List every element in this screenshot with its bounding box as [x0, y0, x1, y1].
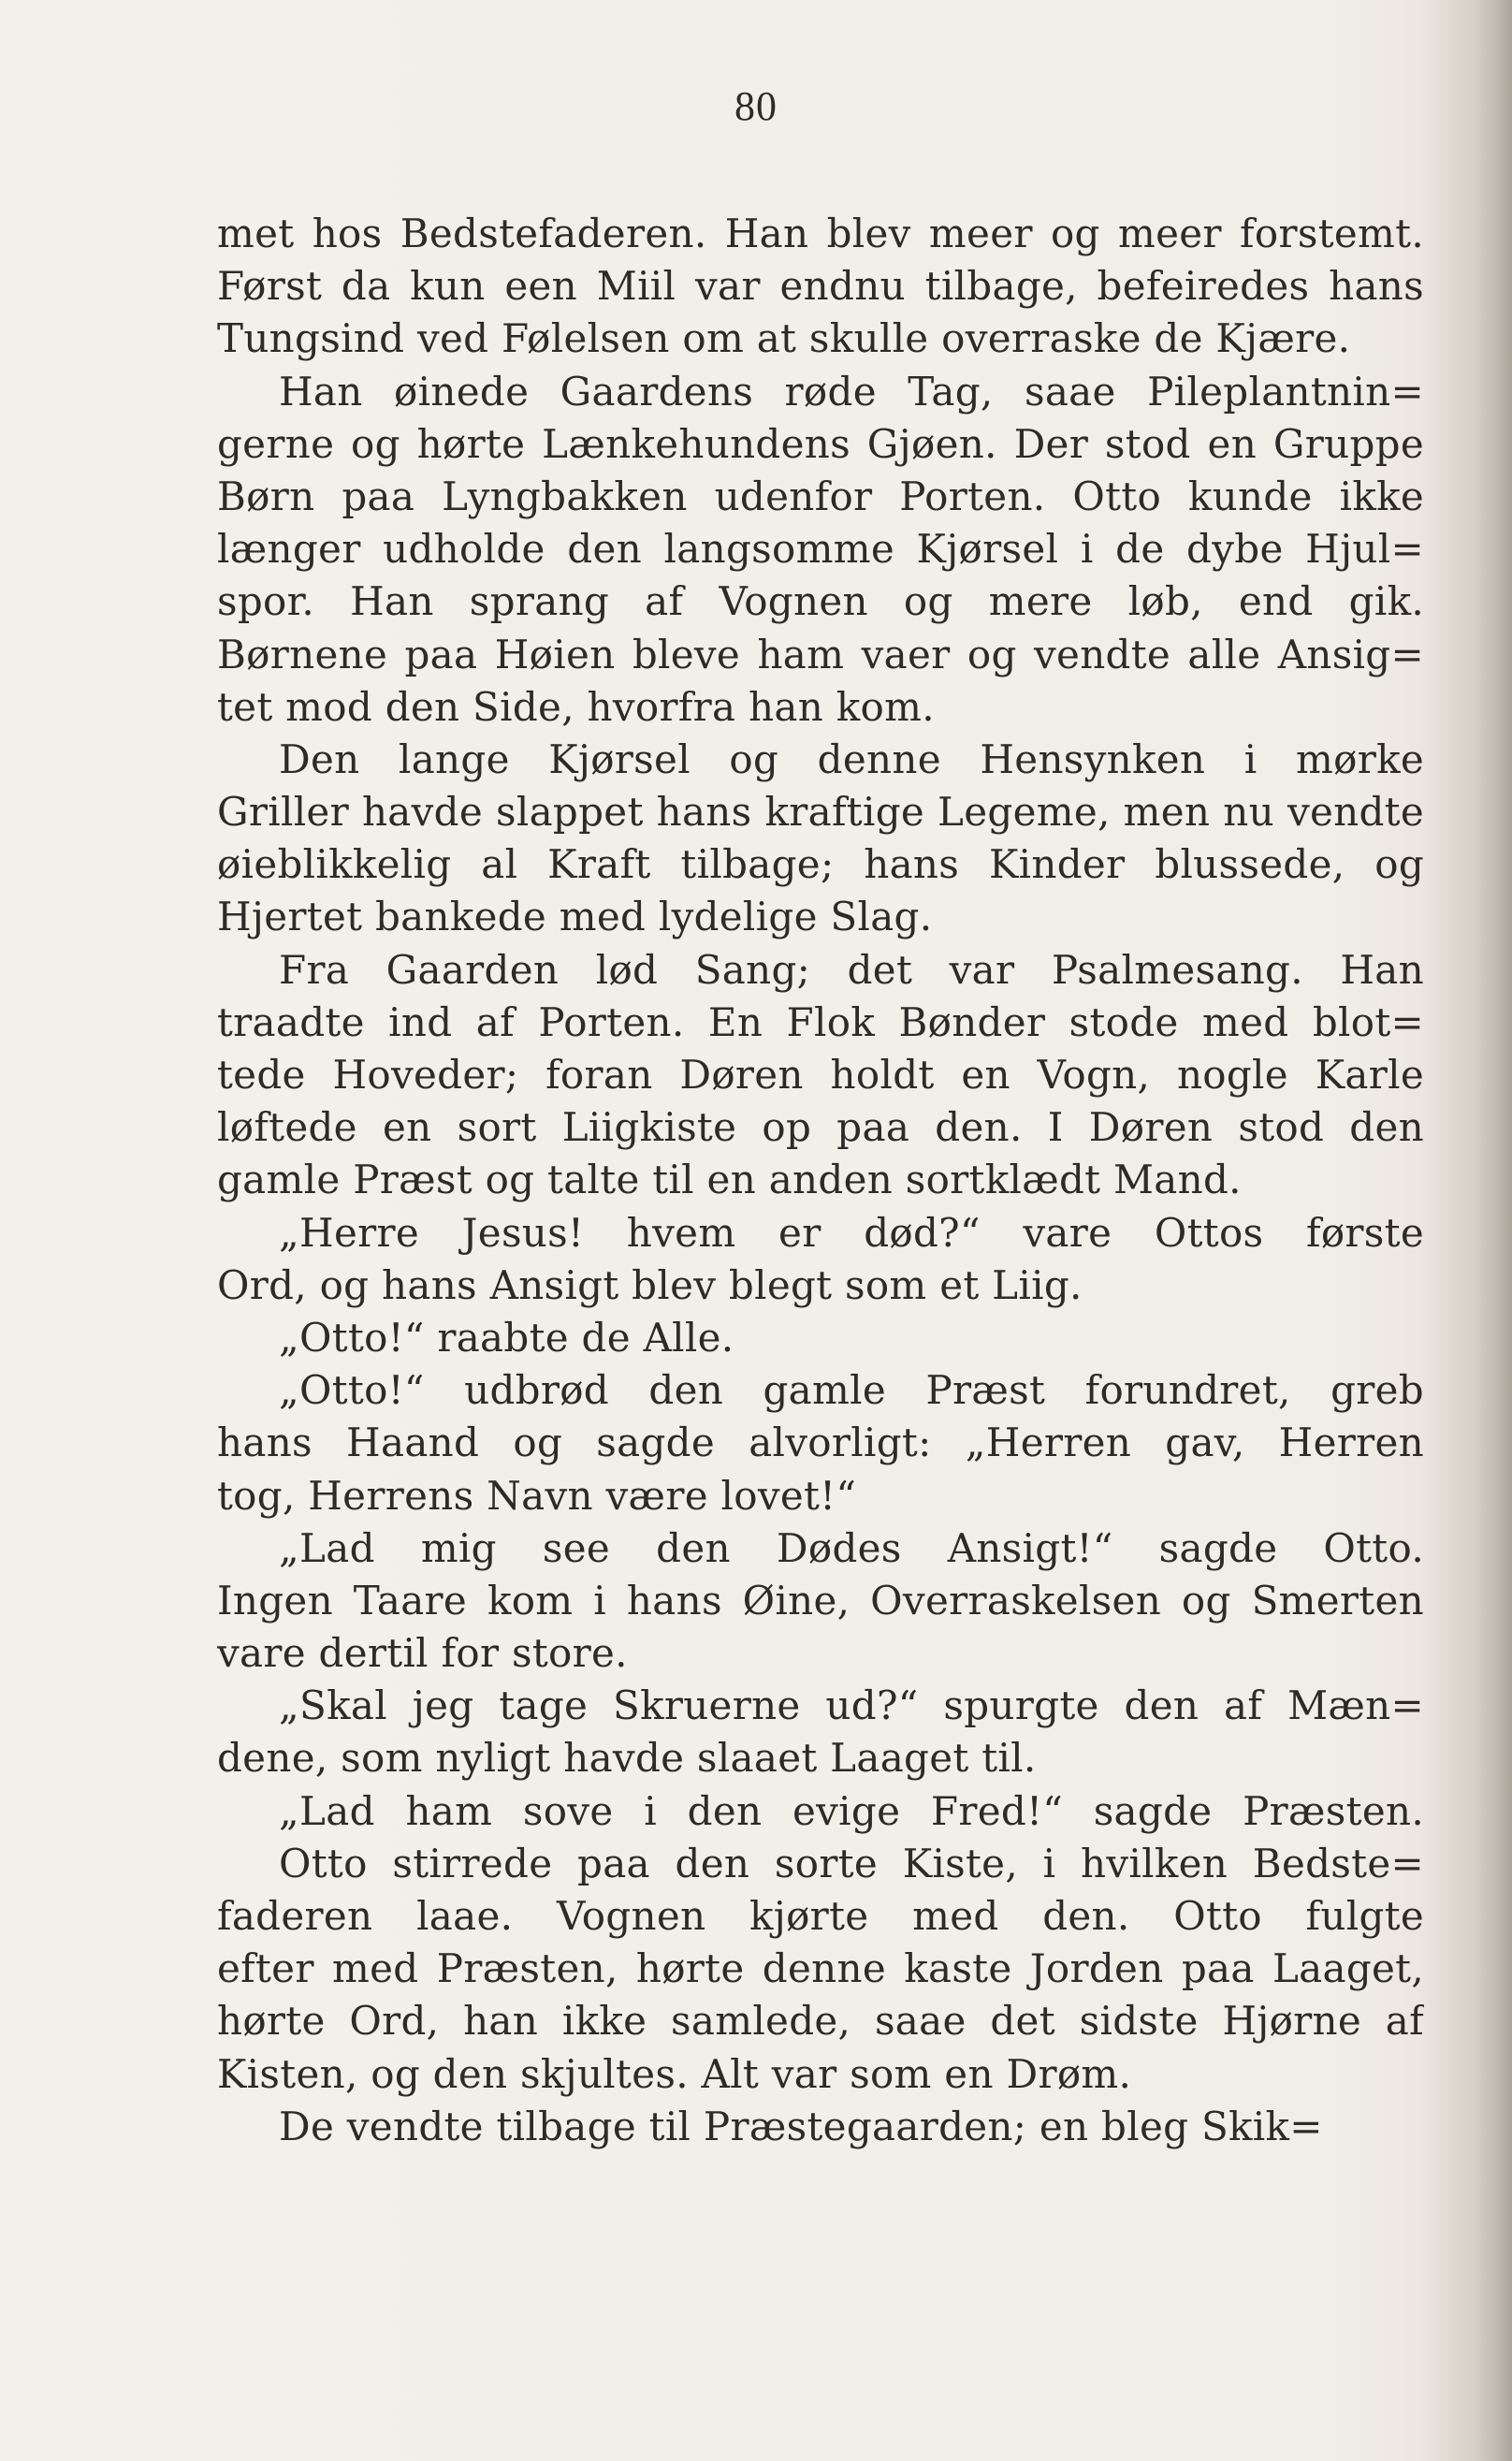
text-line: tede Hoveder; foran Døren holdt en Vogn, nogle Karle — [217, 1052, 1424, 1098]
text-line: Først da kun een Miil var endnu tilbage, befeiredes hans — [217, 263, 1424, 310]
text-line: tet mod den Side, hvorfra han kom. — [217, 683, 935, 730]
text-line: Ord, og hans Ansigt blev blegt som et Liig. — [217, 1261, 1083, 1308]
text-line: „Skal jeg tage Skruerne ud?“ spurgte den af Mæn= — [279, 1682, 1424, 1729]
text-line: „Lad ham sove i den evige Fred!“ sagde Præsten. — [279, 1787, 1424, 1834]
text-line: Fra Gaarden lød Sang; det var Psalmesang. Han — [279, 946, 1424, 993]
text-line: Griller havde slappet hans kraftige Legeme, men nu vendte — [217, 789, 1424, 836]
text-line: hørte Ord, han ikke samlede, saae det sidste Hjørne af — [217, 1998, 1424, 2045]
text-line: løftede en sort Liigkiste op paa den. I Døren stod den — [217, 1104, 1424, 1151]
text-line: „Herre Jesus! hvem er død?“ vare Ottos første — [279, 1209, 1424, 1256]
text-line: gerne og hørte Lænkehundens Gjøen. Der stod en Gruppe — [217, 420, 1424, 467]
text-line: Tungsind ved Følelsen om at skulle overraske de Kjære. — [217, 315, 1351, 362]
text-line: vare dertil for store. — [217, 1630, 628, 1677]
text-line: gamle Præst og talte til en anden sortklædt Mand. — [217, 1157, 1242, 1203]
text-line: hans Haand og sagde alvorligt: „Herren gav, Herren — [217, 1420, 1424, 1466]
text-line: tog, Herrens Navn være lovet!“ — [217, 1472, 857, 1519]
text-line: Han øinede Gaardens røde Tag, saae Pileplantnin= — [279, 368, 1424, 415]
text-line: „Otto!“ udbrød den gamle Præst forundret, greb — [279, 1367, 1424, 1414]
text-line: Den lange Kjørsel og denne Hensynken i mørke — [279, 735, 1424, 782]
text-line: „Otto!“ raabte de Alle. — [279, 1314, 734, 1361]
text-line: Ingen Taare kom i hans Øine, Overraskelsen og Smerten — [217, 1577, 1424, 1624]
page-edge-shadow — [1475, 0, 1512, 2461]
text-line: traadte ind af Porten. En Flok Bønder stode med blot= — [217, 998, 1424, 1045]
text-line: Kisten, og den skjultes. Alt var som en Drøm. — [217, 2050, 1132, 2097]
text-line: efter med Præsten, hørte denne kaste Jorden paa Laaget, — [217, 1945, 1424, 1992]
text-line: Børn paa Lyngbakken udenfor Porten. Otto kunde ikke — [217, 473, 1424, 519]
text-line: faderen laae. Vognen kjørte med den. Otto fulgte — [217, 1893, 1424, 1939]
text-line: øieblikkelig al Kraft tilbage; hans Kinder blussede, og — [217, 841, 1424, 888]
text-line: met hos Bedstefaderen. Han blev meer og meer forstemt. — [217, 211, 1424, 256]
text-line: De vendte tilbage til Præstegaarden; en bleg Skik= — [279, 2103, 1323, 2149]
text-line: dene, som nyligt havde slaaet Laaget til. — [217, 1735, 1037, 1782]
text-line: Otto stirrede paa den sorte Kiste, i hvilken Bedste= — [279, 1840, 1424, 1886]
text-line: Børnene paa Høien bleve ham vaer og vendte alle Ansig= — [217, 631, 1424, 677]
text-line: længer udholde den langsomme Kjørsel i de dybe Hjul= — [217, 526, 1424, 573]
text-line: „Lad mig see den Dødes Ansigt!“ sagde Otto. — [279, 1524, 1424, 1571]
text-line: spor. Han sprang af Vognen og mere løb, end gik. — [217, 578, 1424, 625]
text-line: Hjertet bankede med lydelige Slag. — [217, 894, 933, 940]
page-number: 80 — [734, 83, 778, 129]
body-text — [217, 208, 1424, 2153]
